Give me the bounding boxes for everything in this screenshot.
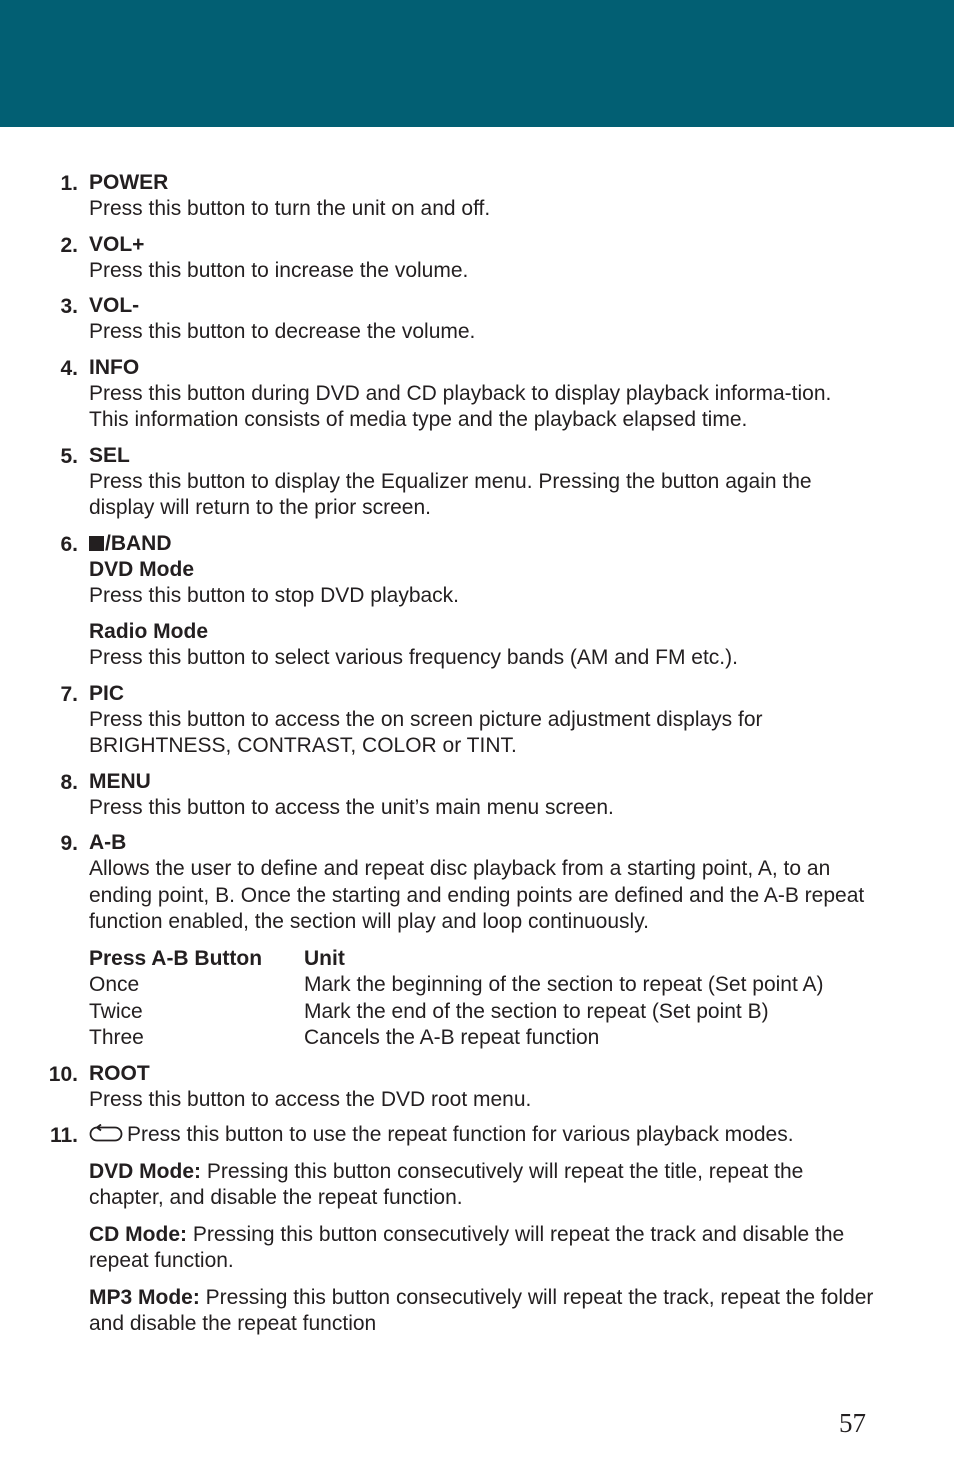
- mode-text: Pressing this button consecutively will repeat the track, repeat the folder and disable the repeat function: [89, 1285, 874, 1335]
- list-item: [0, 293, 954, 346]
- item-description: Press this button to use the repeat function for various playback modes.: [127, 1123, 794, 1146]
- repeat-icon: [89, 1124, 123, 1144]
- item-description: Press this button to decrease the volume.: [89, 320, 476, 343]
- list-item: [0, 769, 954, 822]
- item-title: MENU: [89, 769, 151, 793]
- item-title: ROOT: [89, 1061, 150, 1085]
- item-number: 3.: [60, 295, 78, 318]
- header-band: [0, 0, 954, 127]
- item-title: INFO: [89, 355, 140, 379]
- item-number: 1.: [60, 172, 78, 195]
- mode-paragraph: [89, 1285, 874, 1338]
- item-description: Press this button to display the Equalizer menu. Pressing the button again the display will return to the prior screen.: [89, 469, 812, 519]
- mode-text: Pressing this button consecutively will repeat the title, repeat the chapter, and disable the repeat function.: [89, 1159, 804, 1209]
- mode-label: CD Mode:: [89, 1222, 187, 1246]
- table-cell: Three: [89, 1026, 144, 1049]
- table-cell: Cancels the A-B repeat function: [304, 1026, 600, 1049]
- table-header-cell: Unit: [304, 946, 345, 970]
- item-number: 6.: [60, 532, 78, 556]
- list-item: [0, 531, 954, 672]
- mode-paragraph: [89, 1222, 874, 1275]
- list-item: [0, 170, 954, 223]
- table-cell: Once: [89, 973, 140, 996]
- item-number: 4.: [60, 356, 78, 380]
- table-row: [89, 999, 874, 1026]
- item-title: POWER: [89, 171, 169, 194]
- table-header-row: [89, 946, 874, 973]
- list-item: [0, 443, 954, 522]
- table-cell: Mark the end of the section to repeat (Set point B): [304, 999, 769, 1023]
- mode-title: DVD Mode: [89, 557, 194, 581]
- table-cell: Twice: [89, 999, 143, 1023]
- list-item: [0, 1122, 954, 1338]
- table-cell: Mark the beginning of the section to repeat (Set point A): [304, 973, 824, 996]
- item-title: /BAND: [105, 531, 172, 555]
- item-number: 8.: [60, 770, 78, 794]
- list-item: [0, 232, 954, 285]
- mode-label: MP3 Mode:: [89, 1285, 200, 1309]
- stop-icon: [89, 536, 104, 551]
- list-item: [0, 355, 954, 434]
- item-number: 9.: [60, 832, 78, 855]
- item-number: 10.: [48, 1062, 78, 1086]
- list-item: [0, 1061, 954, 1114]
- item-title: PIC: [89, 681, 125, 705]
- mode-paragraph: [89, 1159, 874, 1212]
- item-description: Press this button to access the unit’s main menu screen.: [89, 795, 614, 819]
- mode-text: Pressing this button consecutively will repeat the track and disable the repeat function.: [89, 1222, 845, 1272]
- item-title-row: [89, 531, 874, 557]
- item-title: VOL+: [89, 232, 145, 256]
- item-title: SEL: [89, 443, 130, 467]
- mode-description: Press this button to select various frequency bands (AM and FM etc.).: [89, 646, 738, 669]
- page-number: 57: [839, 1408, 866, 1438]
- item-description: Press this button to access the DVD root menu.: [89, 1087, 532, 1111]
- item-title: A-B: [89, 831, 127, 854]
- mode-description: Press this button to stop DVD playback.: [89, 583, 460, 607]
- mode-block: [89, 557, 874, 610]
- item-number: 11.: [49, 1124, 78, 1147]
- item-title: VOL-: [89, 294, 140, 317]
- mode-block: [89, 619, 874, 672]
- table-header-cell: Press A-B Button: [89, 946, 263, 970]
- ab-table: [89, 946, 874, 1052]
- list-item: [0, 681, 954, 760]
- table-row: [89, 1025, 874, 1052]
- mode-title: Radio Mode: [89, 620, 208, 643]
- table-row: [89, 972, 874, 999]
- item-description: Press this button to increase the volume.: [89, 258, 469, 282]
- item-description: Allows the user to define and repeat disc playback from a starting point, A, to an ending point, B. Once the starting and ending points are defined and the A-B repeat function enabled, the section will play and loop continuously.: [89, 857, 865, 933]
- item-description-row: [89, 1122, 874, 1149]
- item-number: 2.: [60, 233, 78, 257]
- instruction-list: [0, 170, 954, 1347]
- item-number: 5.: [60, 444, 78, 468]
- item-description: Press this button to turn the unit on and off.: [89, 197, 491, 220]
- list-item: [0, 830, 954, 1052]
- item-description: Press this button during DVD and CD playback to display playback informa-tion. This information consists of media type and the playback elapsed time.: [89, 381, 832, 431]
- mode-label: DVD Mode:: [89, 1159, 201, 1183]
- item-number: 7.: [60, 682, 78, 706]
- item-description: Press this button to access the on screen picture adjustment displays for BRIGHTNESS, CONTRAST, COLOR or TINT.: [89, 707, 763, 757]
